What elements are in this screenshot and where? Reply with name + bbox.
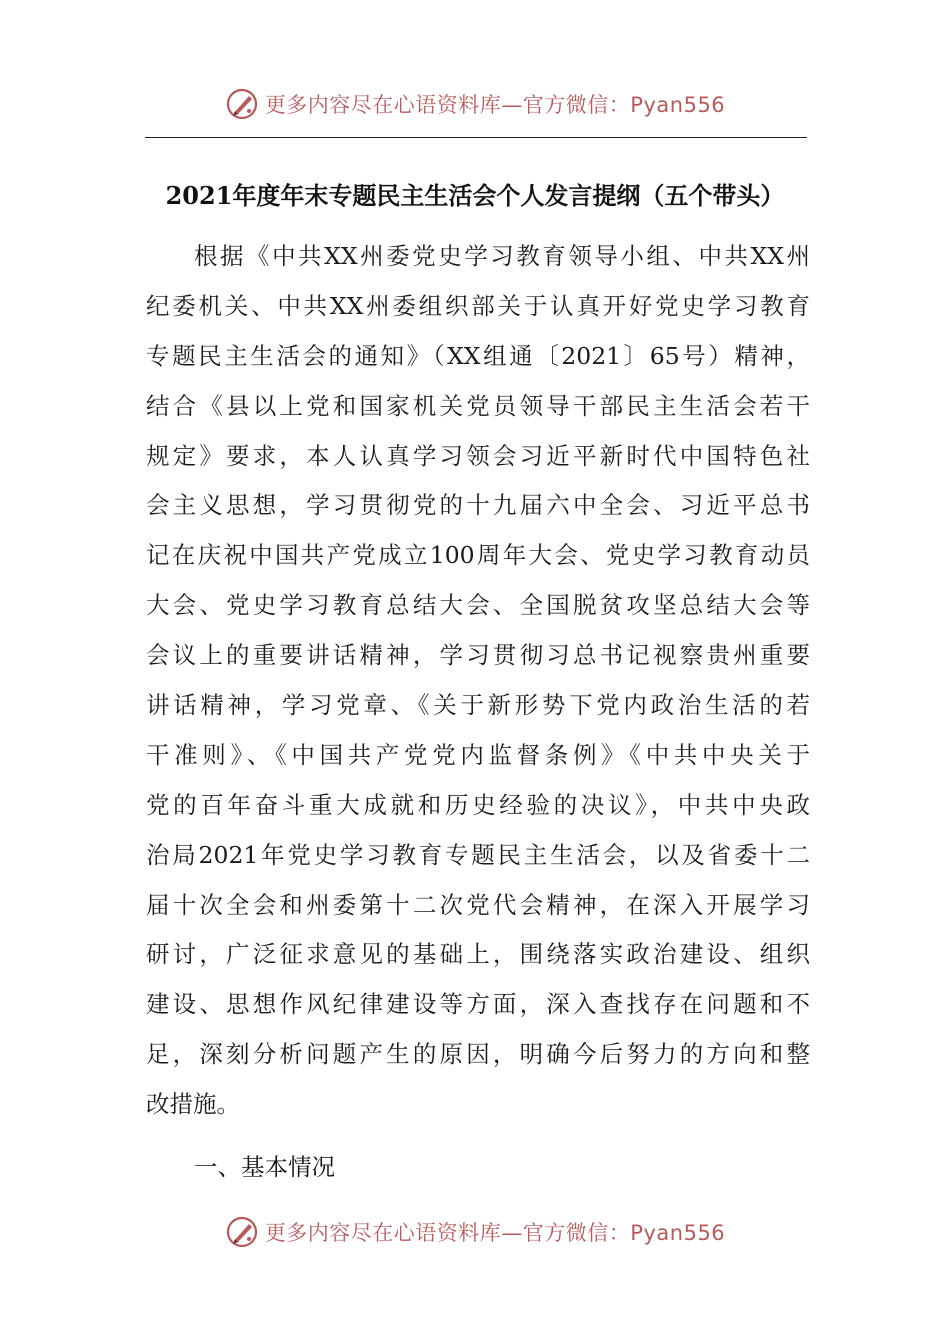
paragraph-line: 建设、思想作风纪律建设等方面，深入查找存在问题和不: [146, 990, 810, 1019]
paragraph-line: 大会、党史学习教育总结大会、全国脱贫攻坚总结大会等: [146, 591, 810, 620]
section-heading: 一、基本情况: [194, 1153, 335, 1181]
watermark-text: 更多内容尽在心语资料库—官方微信：Pyan556: [264, 93, 726, 117]
paragraph-line: 治局2021年党史学习教育专题民主生活会，以及省委十二: [146, 840, 810, 869]
paragraph-line: 结合《县以上党和国家机关党员领导干部民主生活会若干: [146, 391, 810, 420]
header-divider: [145, 137, 807, 138]
document-title: 2021年度年末专题民主生活会个人发言提纲（五个带头）: [165, 181, 785, 210]
paragraph-line: 讲话精神，学习党章、《关于新形势下党内政治生活的若: [146, 691, 810, 720]
paragraph-line: 干准则》、《中国共产党党内监督条例》《中共中央关于: [146, 740, 810, 769]
paragraph-line: 足，深刻分析问题产生的原因，明确今后努力的方向和整: [146, 1040, 810, 1069]
paragraph-line: 会议上的重要讲话精神，学习贯彻习总书记视察贵州重要: [146, 641, 810, 670]
paragraph-line: 会主义思想，学习贯彻党的十九届六中全会、习近平总书: [146, 491, 810, 520]
paragraph-line: 根据《中共XX州委党史学习教育领导小组、中共XX州: [194, 242, 810, 270]
body-paragraph: [146, 232, 810, 1130]
paragraph-line: 党的百年奋斗重大成就和历史经验的决议》，中共中央政: [146, 790, 810, 819]
watermark-text: 更多内容尽在心语资料库—官方微信：Pyan556: [264, 1221, 726, 1245]
paragraph-line: 记在庆祝中国共产党成立100周年大会、党史学习教育动员: [146, 541, 810, 570]
pen-logo-icon: [225, 1215, 259, 1249]
paragraph-line: 规定》要求，本人认真学习领会习近平新时代中国特色社: [146, 441, 810, 470]
header-watermark-banner: [0, 84, 950, 124]
pen-logo-icon: [225, 87, 259, 121]
footer-watermark-banner: [0, 1212, 950, 1252]
paragraph-line: 届十次全会和州委第十二次党代会精神，在深入开展学习: [146, 890, 810, 919]
paragraph-line: 研讨，广泛征求意见的基础上，围绕落实政治建设、组织: [146, 940, 810, 969]
paragraph-line: 专题民主生活会的通知》（XX组通〔2021〕65号）精神，: [146, 341, 810, 370]
paragraph-line: 纪委机关、中共XX州委组织部关于认真开好党史学习教育: [146, 291, 810, 320]
paragraph-line: 改措施。: [146, 1090, 240, 1119]
